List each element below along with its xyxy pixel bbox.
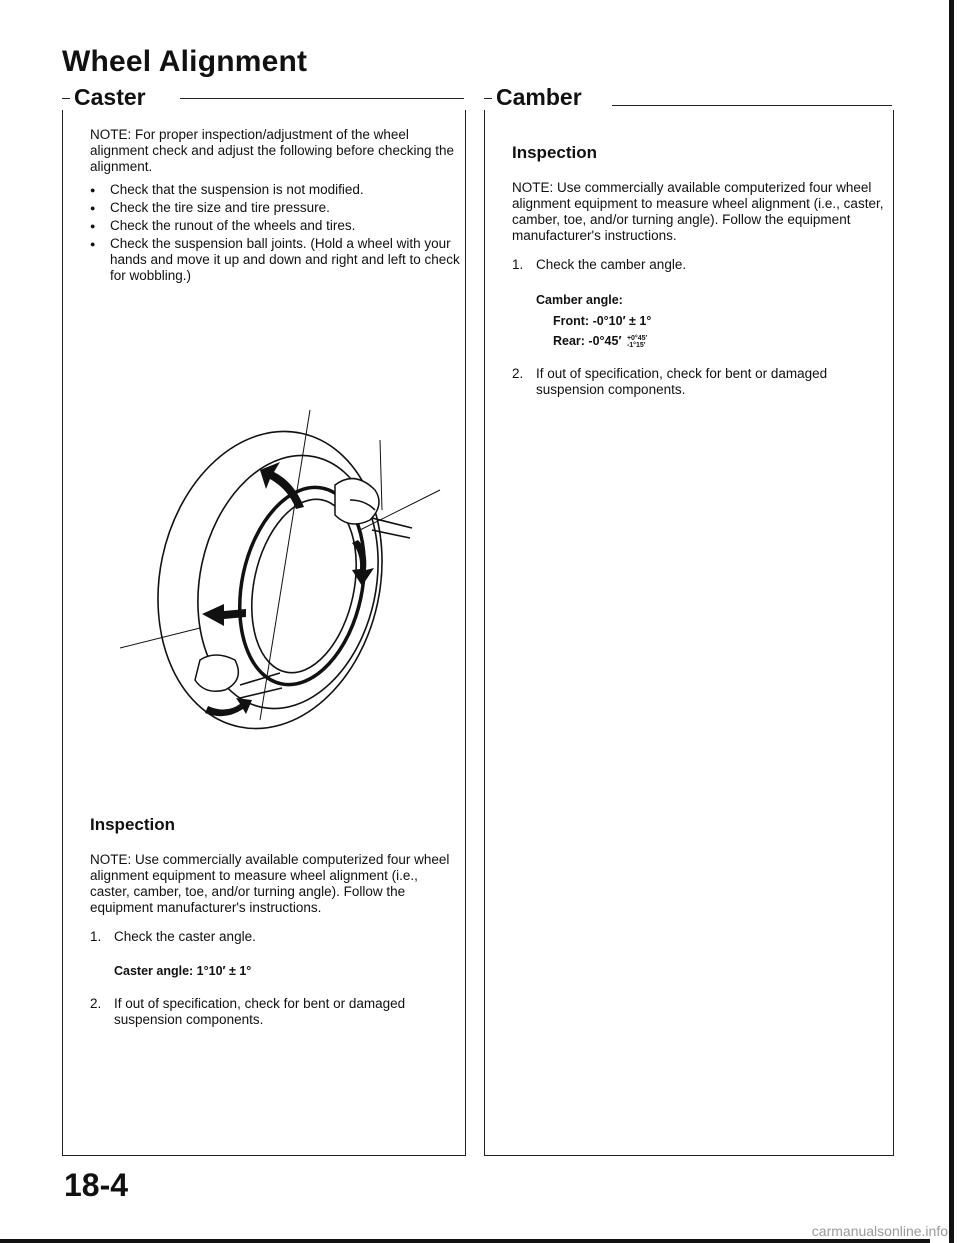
camber-front-spec: Front: -0°10′ ± 1° <box>553 314 652 328</box>
camber-heading-rule <box>612 105 892 106</box>
page-title: Wheel Alignment <box>62 45 308 78</box>
camber-rear-value: Rear: -0°45′ <box>553 334 622 348</box>
caster-step-2 <box>90 996 460 1028</box>
scan-edge-bottom <box>0 1239 930 1243</box>
caster-step-2-number: 2. <box>90 996 102 1011</box>
caster-inspection-note: NOTE: Use commercially available computerized four wheel alignment equipment to measure wheel alignment (i.e., caster, camber, toe, and/or turning angle). Follow the equipment manufacturer's instructions. <box>90 852 450 915</box>
caster-heading-rule <box>180 98 464 99</box>
camber-rear-spec <box>553 334 647 349</box>
caster-bullet-1: ● Check that the suspension is not modified. <box>90 182 462 198</box>
caster-note: NOTE: For proper inspection/adjustment of the wheel alignment check and adjust the following before checking the alignment. <box>90 127 454 174</box>
wheel-illustration <box>110 400 450 730</box>
page-number: 18-4 <box>64 1167 129 1203</box>
caster-step-2-text: If out of specification, check for bent or damaged suspension components. <box>114 996 406 1027</box>
caster-step-1-text: Check the caster angle. <box>114 929 256 944</box>
caster-bullet-4: ● Check the suspension ball joints. (Hold a wheel with your hands and move it up and down and right and left to check for wobbling.) <box>90 236 462 284</box>
camber-step-1-text: Check the camber angle. <box>536 257 687 272</box>
caster-bullet-3: ● Check the runout of the wheels and tires. <box>90 218 462 234</box>
caster-inspection-heading: Inspection <box>90 815 176 834</box>
camber-step-2-text: If out of specification, check for bent or damaged suspension components. <box>536 366 828 397</box>
caster-bullet-2: ● Check the tire size and tire pressure. <box>90 200 462 216</box>
camber-heading: Camber <box>492 84 592 111</box>
camber-inspection-note: NOTE: Use commercially available computerized four wheel alignment equipment to measure wheel alignment (i.e., caster, camber, toe, and/or turning angle). Follow the equipment manufacturer's instructions. <box>512 180 884 243</box>
camber-step-1-number: 1. <box>512 257 524 272</box>
camber-inspection-heading: Inspection <box>512 143 598 162</box>
camber-step-2 <box>512 366 884 398</box>
camber-step-2-number: 2. <box>512 366 524 381</box>
watermark: carmanualsonline.info <box>811 1223 948 1239</box>
camber-angle-label: Camber angle: <box>536 293 623 307</box>
caster-heading: Caster <box>70 84 156 111</box>
camber-rear-tolerance-plus: +0°45′ <box>626 334 648 342</box>
caster-angle-spec: Caster angle: 1°10′ ± 1° <box>114 964 252 978</box>
camber-rear-tolerance <box>627 335 647 349</box>
scan-edge-right <box>949 0 954 1243</box>
caster-step-1-number: 1. <box>90 929 102 944</box>
camber-rear-tolerance-minus: -1°15′ <box>626 341 646 349</box>
caster-bullet-list <box>90 182 462 286</box>
camber-step-1 <box>512 257 884 273</box>
caster-step-1 <box>90 929 460 945</box>
